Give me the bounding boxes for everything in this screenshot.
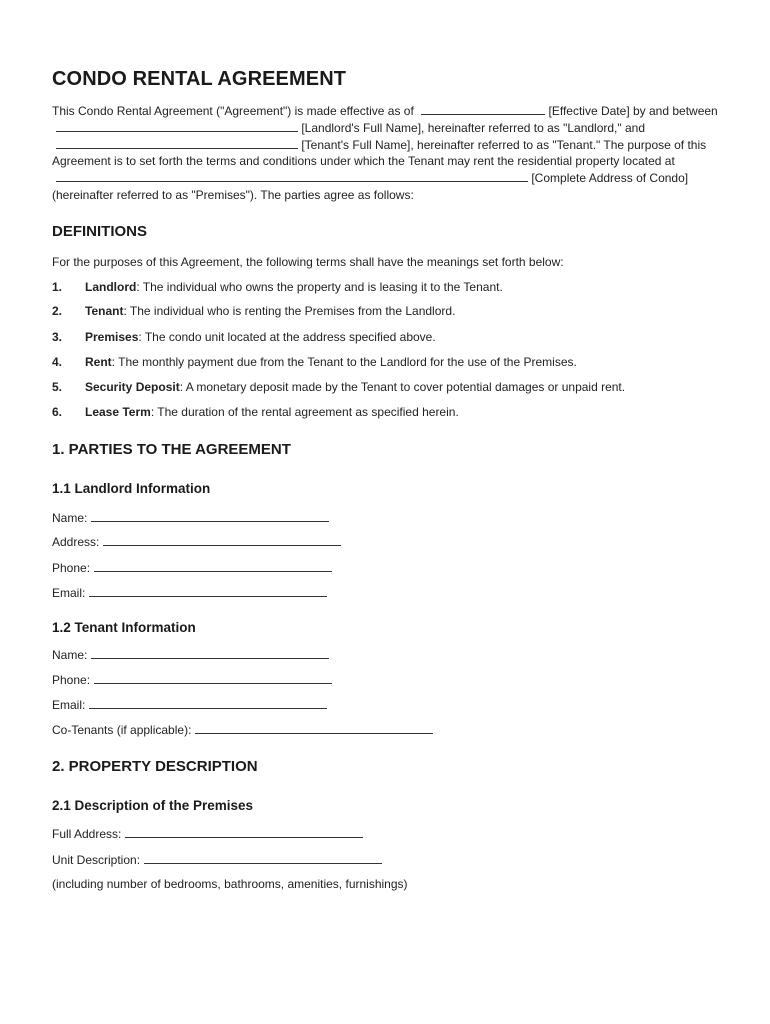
tenant-phone-field: [52, 672, 332, 687]
full-address-blank[interactable]: [125, 826, 363, 838]
intro-text: This Condo Rental Agreement ("Agreement") is made effective as of: [52, 104, 414, 118]
definition-text: : The monthly payment due from the Tenant to the Landlord for the use of the Premises.: [111, 355, 577, 369]
definition-item: [52, 405, 459, 419]
full-address-field: [52, 826, 363, 841]
field-label: Name:: [52, 648, 88, 662]
definition-item: [52, 380, 625, 394]
definition-number: 3.: [52, 330, 63, 344]
condo-address-blank[interactable]: [56, 170, 528, 182]
definition-number: 6.: [52, 405, 63, 419]
definition-text: : A monetary deposit made by the Tenant to cover potential damages or unpaid rent.: [179, 380, 626, 394]
intro-text: [Tenant's Full Name], hereinafter referred to as "Tenant." The purpose of this Agreement is to set forth the terms and conditions under which the Tenant may rent the residential property located at: [52, 137, 707, 169]
definitions-heading: DEFINITIONS: [52, 223, 148, 240]
definition-text: : The individual who owns the property and is leasing it to the Tenant.: [136, 280, 503, 294]
co-tenants-blank[interactable]: [195, 722, 433, 734]
definition-number: 1.: [52, 280, 63, 294]
landlord-address-field: [52, 534, 341, 549]
tenant-name-blank[interactable]: [91, 647, 329, 659]
unit-description-blank[interactable]: [144, 852, 382, 864]
field-label: Phone:: [52, 561, 91, 575]
field-label: Email:: [52, 698, 86, 712]
effective-date-blank[interactable]: [421, 103, 545, 115]
field-label: Address:: [52, 535, 100, 549]
definition-item: [52, 304, 455, 318]
definition-text: : The duration of the rental agreement as specified herein.: [150, 405, 459, 419]
tenant-email-field: [52, 697, 327, 712]
definition-term: Rent: [85, 355, 112, 369]
intro-text: [Landlord's Full Name], hereinafter referred to as "Landlord," and: [301, 120, 646, 135]
landlord-info-heading: 1.1 Landlord Information: [52, 481, 211, 496]
definition-term: Lease Term: [85, 405, 151, 419]
intro-text: [Complete Address of Condo] (hereinafter referred to as "Premises"). The parties agree as follows:: [52, 171, 689, 202]
premises-description-heading: 2.1 Description of the Premises: [52, 798, 254, 813]
definition-number: 2.: [52, 304, 63, 318]
intro-text: [Effective Date] by and between: [548, 104, 718, 118]
definitions-intro: For the purposes of this Agreement, the following terms shall have the meanings set forth below:: [52, 255, 564, 269]
landlord-address-blank[interactable]: [103, 534, 341, 546]
field-label: Unit Description:: [52, 853, 141, 867]
definition-number: 5.: [52, 380, 63, 394]
landlord-name-blank[interactable]: [91, 510, 329, 522]
tenant-name-field: [52, 647, 329, 662]
definition-item: [52, 355, 577, 369]
landlord-email-field: [52, 585, 327, 600]
landlord-phone-field: [52, 560, 332, 575]
tenant-phone-blank[interactable]: [94, 672, 332, 684]
landlord-name-blank[interactable]: [56, 120, 298, 132]
landlord-phone-blank[interactable]: [94, 560, 332, 572]
document-title: CONDO RENTAL AGREEMENT: [52, 68, 347, 90]
definition-term: Landlord: [85, 280, 137, 294]
unit-description-field: [52, 852, 382, 867]
co-tenants-field: [52, 722, 433, 737]
tenant-name-blank[interactable]: [56, 137, 298, 149]
field-label: Phone:: [52, 673, 91, 687]
landlord-name-field: [52, 510, 329, 525]
section-1-heading: 1. PARTIES TO THE AGREEMENT: [52, 441, 291, 458]
landlord-email-blank[interactable]: [89, 585, 327, 597]
definition-text: : The individual who is renting the Premises from the Landlord.: [123, 304, 456, 318]
tenant-info-heading: 1.2 Tenant Information: [52, 620, 196, 635]
intro-paragraph: [52, 103, 732, 204]
field-label: Email:: [52, 586, 86, 600]
unit-description-note: (including number of bedrooms, bathrooms, amenities, furnishings): [52, 877, 408, 891]
definition-number: 4.: [52, 355, 63, 369]
definition-text: : The condo unit located at the address specified above.: [138, 330, 436, 344]
field-label: Name:: [52, 511, 88, 525]
definition-term: Tenant: [85, 304, 124, 318]
definition-item: [52, 330, 436, 344]
section-2-heading: 2. PROPERTY DESCRIPTION: [52, 758, 258, 775]
field-label: Co-Tenants (if applicable):: [52, 723, 192, 737]
tenant-email-blank[interactable]: [89, 697, 327, 709]
definition-term: Security Deposit: [85, 380, 180, 394]
field-label: Full Address:: [52, 827, 122, 841]
definition-item: [52, 280, 503, 294]
definition-term: Premises: [85, 330, 139, 344]
